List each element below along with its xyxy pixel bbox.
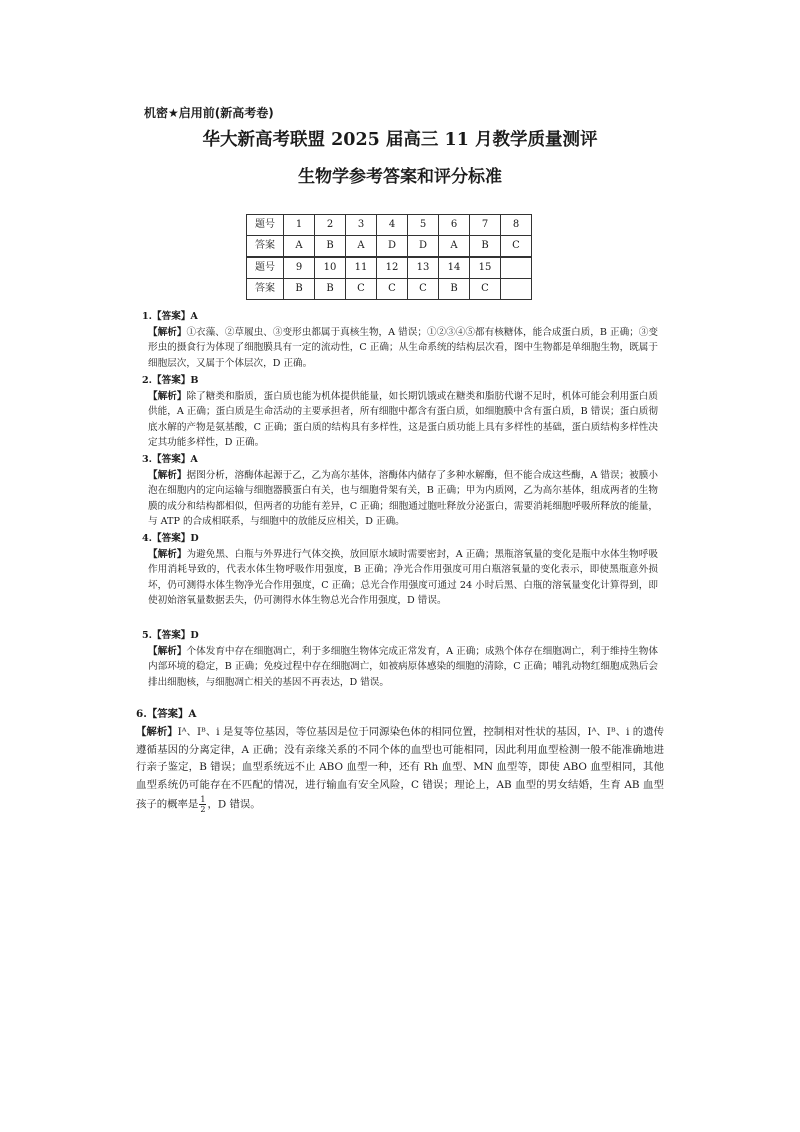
table-cell-label: 答案 — [247, 279, 284, 300]
table-cell-label: 答案 — [247, 236, 284, 258]
table-cell: D — [408, 236, 439, 258]
fraction: $\frac{1}{2}$ — [200, 794, 206, 814]
answer-heading: 6.【答案】A — [136, 708, 197, 720]
table-cell: C — [470, 279, 501, 300]
answer-heading: 1.【答案】A — [142, 311, 198, 322]
question-3 — [142, 452, 658, 530]
table-cell: 11 — [346, 257, 377, 279]
answer-heading: 2.【答案】B — [142, 375, 199, 386]
table-cell: 6 — [439, 215, 470, 236]
table-cell-label: 题号 — [247, 215, 284, 236]
table-cell: 3 — [346, 215, 377, 236]
analysis-text: 【解析】除了糖类和脂质，蛋白质也能为机体提供能量，如长期饥饿或在糖类和脂肪代谢不足时，机体可能会利用蛋白质供能，A 正确；蛋白质是生命活动的主要承担者，所有细胞中都含有蛋白质，如细胞膜中含有蛋白质，B 错误；蛋白质彻底水解的产物是氨基酸，C 正确；蛋白质的结构具有多样性，这是蛋白质功能上具有多样性的基础，蛋白质结构多样性决定其功能多样性，D 正确。 — [148, 390, 659, 449]
table-cell: 15 — [470, 257, 501, 279]
table-cell: 4 — [377, 215, 408, 236]
table-cell: C — [377, 279, 408, 300]
analysis-text: 【解析】为避免黑、白瓶与外界进行气体交换，放回原水域时需要密封，A 正确；黑瓶溶氧量的变化是瓶中水体生物呼吸作用消耗导致的，代表水体生物呼吸作用强度，B 正确；净光合作用强度可用白瓶溶氧量的变化表示，即使黑瓶意外损坏，仍可测得水体生物净光合作用强度，C 正确；总光合作用强度可通过 24 小时后黑、白瓶的溶氧量变化计算得到，即使初始溶氧量数据丢失，仍可测得水体生物总光合作用强度，D 错误。 — [148, 548, 658, 607]
answer-heading: 5.【答案】D — [142, 630, 199, 641]
answer-heading: 3.【答案】A — [142, 454, 198, 465]
table-cell: B — [315, 279, 346, 300]
table-row — [247, 279, 532, 300]
question-4 — [142, 531, 658, 609]
table-cell: A — [439, 236, 470, 258]
table-cell: 8 — [501, 215, 532, 236]
table-cell: D — [377, 236, 408, 258]
question-2 — [142, 373, 658, 451]
table-cell — [501, 279, 532, 300]
answer-table — [246, 214, 532, 300]
analysis-text: 【解析】据图分析，溶酶体起源于乙，乙为高尔基体，溶酶体内储存了多种水解酶，但不能合成这些酶，A 错误；被膜小泡在细胞内的定向运输与细胞器膜蛋白有关，也与细胞骨架有关，B 正确；甲为内质网，乙为高尔基体，组成两者的生物膜的成分和结构都相似，但两者的功能有差异，C 正确；细胞通过胞吐释放分泌蛋白，需要消耗细胞呼吸所释放的能量，与 ATP 的合成相联系，与细胞中的放能反应相关，D 正确。 — [148, 469, 658, 528]
question-1 — [142, 309, 658, 371]
table-cell: C — [501, 236, 532, 258]
table-cell: 1 — [284, 215, 315, 236]
question-5 — [142, 628, 658, 690]
analysis-text: 【解析】①衣藻、②草履虫、③变形虫都属于真核生物，A 错误；①②③④⑤都有核糖体，能合成蛋白质，B 正确；③变形虫的摄食行为体现了细胞膜具有一定的流动性，C 正确；从生命系统的结构层次看，图中生物都是单细胞生物，既属于细胞层次，又属于个体层次，D 正确。 — [148, 326, 659, 369]
table-cell: 14 — [439, 257, 470, 279]
table-cell — [501, 257, 532, 279]
table-cell: B — [439, 279, 470, 300]
table-row — [247, 215, 532, 236]
analysis-text: 【解析】Iᴬ、Iᴮ、i 是复等位基因，等位基因是位于同源染色体的相同位置，控制相对性状的基因，Iᴬ、Iᴮ、i 的遗传遵循基因的分离定律，A 正确；没有亲缘关系的不同个体的血型也可能相同，因此利用血型检测一般不能准确地进行亲子鉴定，B 错误；血型系统远不止 ABO 血型一种，还有 Rh 血型、MN 血型等，即使 ABO 血型相同，其他血型系统仍可能存在不匹配的情况，进行输血有安全风险，C 错误；理论上，AB 血型的男女结婚，生育 AB 血型孩子的概率是 $\frac{1}{2}$ ，D 错误。 — [136, 725, 665, 814]
table-cell: B — [470, 236, 501, 258]
page-subtitle: 生物学参考答案和评分标准 — [298, 167, 502, 187]
table-row — [247, 236, 532, 258]
page-title: 华大新高考联盟 2025 届高三 11 月教学质量测评 — [202, 130, 598, 150]
table-cell: 13 — [408, 257, 439, 279]
confidential-label: 机密★启用前(新高考卷) — [144, 106, 274, 120]
table-cell: C — [346, 279, 377, 300]
table-cell: 5 — [408, 215, 439, 236]
table-cell: 2 — [315, 215, 346, 236]
table-cell-label: 题号 — [247, 257, 284, 279]
table-cell: 12 — [377, 257, 408, 279]
analysis-text: 【解析】个体发育中存在细胞凋亡，利于多细胞生物体完成正常发育，A 正确；成熟个体存在细胞凋亡，利于维持生物体内部环境的稳定，B 正确；免疫过程中存在细胞凋亡，如被病原体感染的细胞的清除，C 正确；哺乳动物红细胞成熟后会排出细胞核，与细胞凋亡相关的基因不再表达，D 错误。 — [148, 645, 658, 688]
table-cell: A — [284, 236, 315, 258]
table-cell: B — [315, 236, 346, 258]
table-cell: 10 — [315, 257, 346, 279]
table-cell: C — [408, 279, 439, 300]
table-cell: B — [284, 279, 315, 300]
answer-heading: 4.【答案】D — [142, 533, 199, 544]
table-cell: A — [346, 236, 377, 258]
table-row — [247, 257, 532, 279]
table-cell: 9 — [284, 257, 315, 279]
question-6 — [136, 706, 664, 814]
table-cell: 7 — [470, 215, 501, 236]
